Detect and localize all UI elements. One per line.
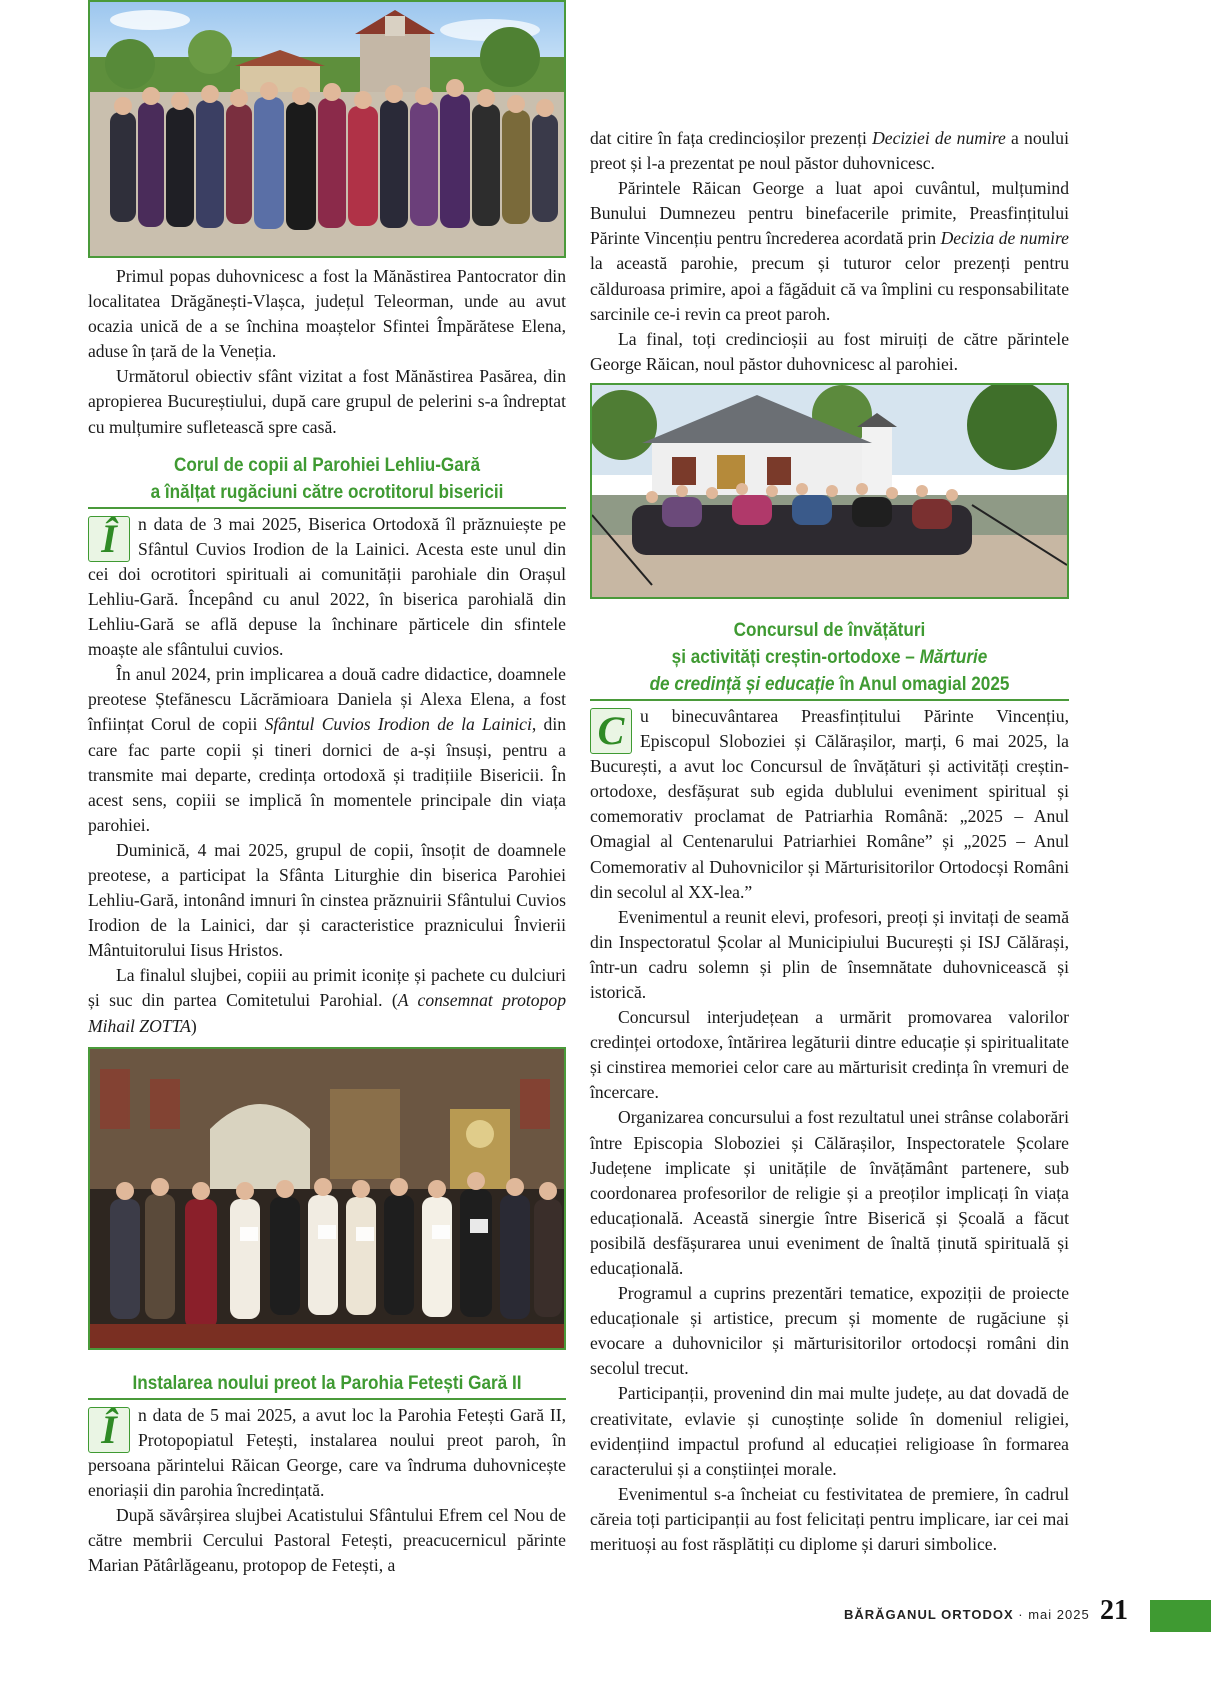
paragraph: Programul a cuprins prezentări tematice, expoziții de proiecte educaționale și artistice, precum și momente de rugăciune și evocare a duhovnicilor și mărturisitorilor ortodocși români din secolul trecut.: [590, 1283, 1069, 1379]
section-heading-fetesti: [88, 1370, 566, 1400]
photo-parish-group-image: [592, 385, 1067, 597]
italic-text: A consemnat protopop Mihail ZOTTA: [88, 990, 566, 1036]
photo-children-choir-image: [90, 1049, 564, 1348]
dropcap: C: [590, 708, 632, 754]
footer-publication: [844, 1607, 1090, 1622]
issue-date: mai 2025: [1028, 1607, 1090, 1622]
italic-text: Deciziei de numire: [872, 128, 1006, 148]
section-rule: [590, 699, 1069, 701]
paragraph: Concursul interjudețean a urmărit promovarea valorilor credinței ortodoxe, întărirea legăturii dintre educație și spiritualitate și cinstirea memoriei celor care au mărturisit credința în vremuri de încercare.: [590, 1007, 1069, 1103]
paragraph: Organizarea concursului a fost rezultatul unei strânse colaborări între Episcopia Sloboziei și Călărașilor, Inspectoratele Școlare Județene implicate și unitățile de învățământ partenere, sub coordonarea profesorilor de religie și a preoților implicați în viața educațională. Această sinergie între Biserică și Școală a făcut posibilă desfășurarea unui eveniment de înaltă ținută spirituală și educațională.: [590, 1107, 1069, 1278]
section-title-italic: de credință și educație: [649, 672, 835, 695]
paragraph: După săvârșirea slujbei Acatistului Sfântului Efrem cel Nou de către membrii Cercului Pastoral Fetești, preacucernicul părinte Marian Pătârlăgeanu, protopop de Fetești, a: [88, 1505, 566, 1576]
paragraph: [590, 126, 1069, 176]
paragraph-text: n data de 3 mai 2025, Biserica Ortodoxă îl prăznuiește pe Sfântul Cuvios Irodion de la Lainici. Acesta este unul din cei doi ocrotitori spirituali ai comunității parohiale din Orașul Lehliu-Gară. Începând cu anul 2022, în biserica parohială din Lehliu-Gară se află depuse la închinare părticele din sfintele moaște ale sfântului cuvios.: [88, 513, 566, 660]
paragraph-text: , din care fac parte copii și tineri dornici de a-și însuși, pentru a transmite mai departe, credința ortodoxă și tradițiile Bisericii. În acest sens, copiii se implică în momentele principale din viața parohiei.: [88, 714, 567, 835]
paragraph: [590, 704, 1069, 905]
paragraph-text: la această parohie, precum și tuturor celor prezenți pentru călduroasa primire, apoi a făgăduit că va împlini cu responsabilitate sarcinile ce-i revin ca preot paroh.: [590, 253, 1069, 324]
section-rule: [88, 1398, 566, 1400]
paragraph: Următorul obiectiv sfânt vizitat a fost Mănăstirea Pasărea, din apropierea Bucureștiului, după care grupul de pelerini s-a îndreptat cu mulțumire sufletească spre casă.: [88, 366, 566, 437]
paragraph-text: Părintele Răican George a luat apoi cuvântul, mulțumind Bunului Dumnezeu pentru binefacerile primite, Preasfințitului Părinte Vincențiu pentru încrederea acordată prin: [590, 178, 1069, 249]
right-column: [590, 126, 1069, 1557]
section-title-line: și activități creștin-ortodoxe –: [671, 645, 920, 668]
section-heading-lehliu: [88, 452, 566, 509]
section-title: Instalarea noului preot la Parohia Fetești Gară II: [132, 1371, 522, 1394]
footer-separator: ·: [1013, 1607, 1029, 1622]
section-title-line: în Anul omagial 2025: [834, 672, 1010, 695]
paragraph: Duminică, 4 mai 2025, grupul de copii, însoțit de doamnele preotese, a participat la Sfânta Liturghie din biserica Parohiei Lehliu-Gară, intonând imnuri în cinstea prăznuirii Sfântului Cuvios Irodion de la Lainici, dar și caracteristice praznicului Învierii Mântuitorului Iisus Hristos.: [88, 839, 566, 961]
paragraph-text: La finalul slujbei, copiii au primit iconițe și pachete cu dulciuri și suc din partea Comitetului Parohial. (: [88, 965, 566, 1011]
photo-parish-group: [590, 383, 1069, 599]
paragraph-text: ): [190, 1015, 197, 1036]
photo-pilgrims-group: [88, 0, 566, 258]
section-title-line: Concursul de învățături: [733, 618, 926, 641]
dropcap: Î: [88, 516, 130, 562]
paragraph-text: În anul 2024, prin implicarea a două cadre didactice, doamnele preotese Ștefănescu Lăcrămioara Daniela și Alexa Elena, a fost înființat Corul de copii: [88, 664, 566, 735]
photo-pilgrims-group-image: [90, 2, 564, 256]
paragraph-text: u binecuvântarea Preasfințitului Părinte Vincențiu, Episcopul Sloboziei și Călărașilor, marți, 6 mai 2025, la București, a avut loc Concursul de învățături și activități creștin-ortodoxe, desfășurat sub egida dublului eveniment spiritual și comemorativ proclamat de Patriarhia Română: „2025 – Anul Omagial al Centenarului Patriarhiei Române” și „2025 – Anul Comemorativ al Duhovnicilor și Mărturisitorilor Ortodocși Români din secolul al XX-lea.”: [590, 705, 1069, 902]
paragraph: [88, 963, 566, 1038]
paragraph: Primul popas duhovnicesc a fost la Mănăstirea Pantocrator din localitatea Drăgănești-Vlașca, județul Teleorman, unde au avut ocazia unică de a se închina moaștelor Sfintei Împărătese Elena, aduse în țară de la Veneția.: [88, 266, 566, 362]
paragraph-text: n data de 5 mai 2025, a avut loc la Parohia Fetești Gară II, Protopopiatul Fetești, instalarea noului preot paroh, în persoana părintelui Răican George, care va îndruma duhovnicește enoriașii din parohia încredințată.: [88, 1404, 566, 1500]
paragraph: [590, 176, 1069, 327]
publication-name: BĂRĂGANUL ORTODOX: [844, 1607, 1014, 1622]
page-tab-accent: [1150, 1600, 1211, 1632]
dropcap: Î: [88, 1407, 130, 1453]
paragraph: Participanții, provenind din mai multe județe, au dat dovadă de creativitate, evlavie și cunoștințe solide în domeniul religiei, evidențiind impactul profund al educației religioase în formarea caracterului și a conștiinței morale.: [590, 1383, 1069, 1479]
left-column: [88, 0, 566, 1578]
paragraph: Evenimentul a reunit elevi, profesori, preoți și invitați de seamă din Inspectoratul Școlar al Municipiului București și ISJ Călărași, într-un cadru solemn și plin de însemnătate duhovnicească și istorică.: [590, 906, 1069, 1002]
photo-children-choir: [88, 1047, 566, 1350]
section-title-line: a înălțat rugăciuni către ocrotitorul bisericii: [150, 480, 504, 503]
section-rule: [88, 507, 566, 509]
section-title-line: Corul de copii al Parohiei Lehliu-Gară: [173, 453, 481, 476]
italic-text: Decizia de numire: [940, 228, 1069, 249]
page-number: 21: [1100, 1595, 1128, 1626]
paragraph-text: a noului preot și l-a prezentat pe noul păstor duhovnicesc.: [590, 128, 1069, 174]
paragraph: Evenimentul s-a încheiat cu festivitatea de premiere, în cadrul căreia toți participanții au fost felicitați pentru implicare, iar cei mai merituoși au fost răsplătiți cu diplome și daruri simbolice.: [590, 1483, 1069, 1555]
section-title: [117, 452, 538, 506]
paragraph: [88, 662, 566, 838]
section-title-italic: Mărturie: [919, 645, 988, 668]
section-title: [619, 617, 1041, 698]
section-heading-concurs: [590, 617, 1069, 701]
paragraph: La final, toți credincioșii au fost miruiți de către părintele George Răican, noul păstor duhovnicesc al parohiei.: [590, 328, 1069, 374]
italic-text: Sfântul Cuvios Irodion de la Lainici: [264, 714, 532, 735]
paragraph: [88, 512, 566, 663]
paragraph: [88, 1403, 566, 1503]
paragraph-text: dat citire în fața credincioșilor prezenți: [590, 128, 873, 148]
